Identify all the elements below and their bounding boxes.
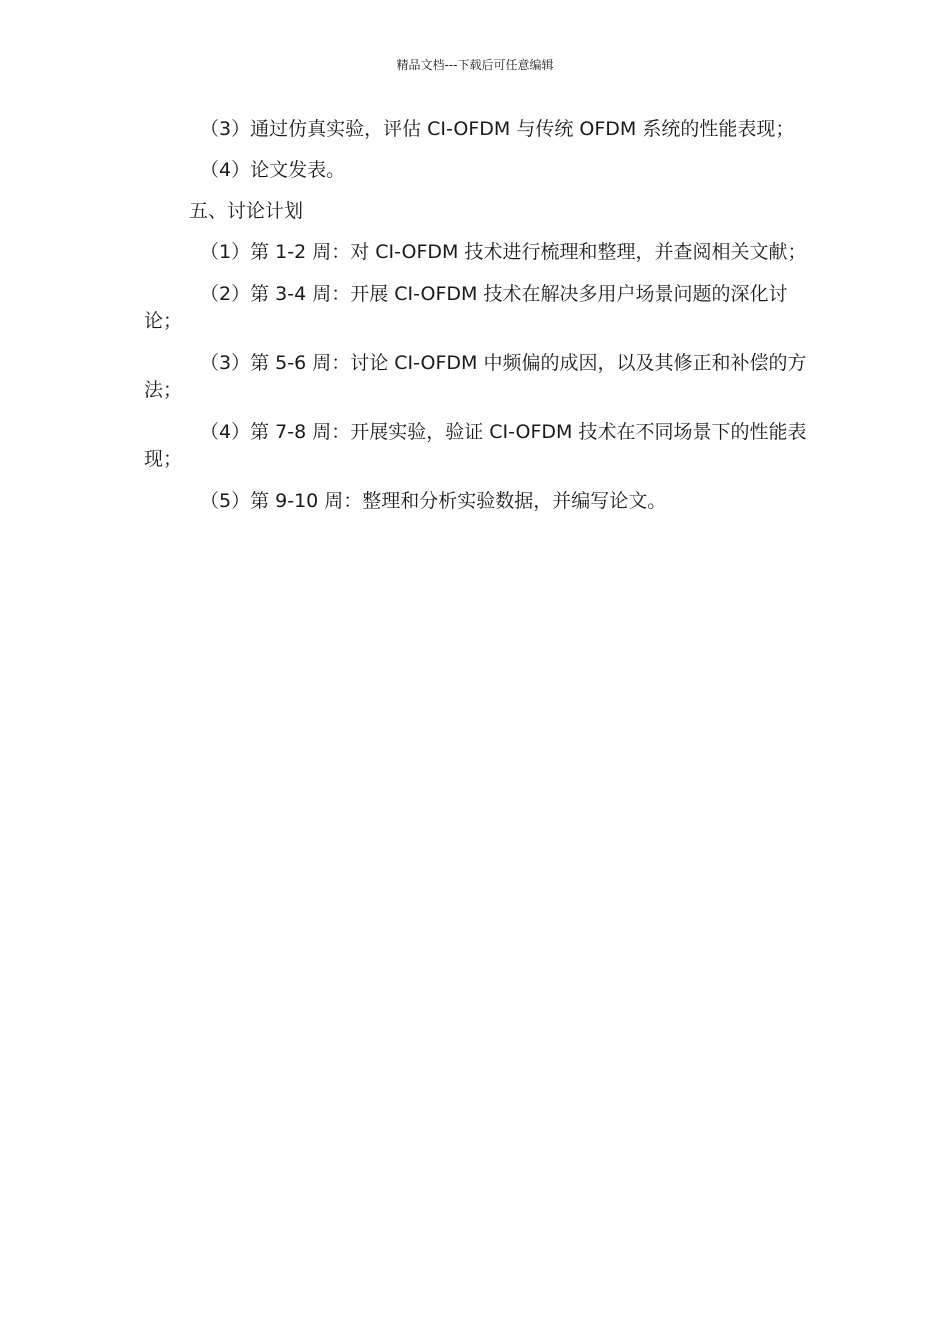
plan-item-1: （1）第 1-2 周：对 CI-OFDM 技术进行梳理和整理，并查阅相关文献； [200,241,807,263]
section-heading: 五、讨论计划 [189,200,304,222]
page-header: 精品文档---下载后可任意编辑 [396,58,554,72]
plan-item-5: （5）第 9-10 周：整理和分析实验数据，并编写论文。 [200,490,667,512]
document-body [144,116,812,515]
plan-item-4: （4）第 7-8 周：开展实验，验证 CI-OFDM 技术在不同场景下的性能表现； [144,421,807,470]
plan-item-3: （3）第 5-6 周：讨论 CI-OFDM 中频偏的成因，以及其修正和补偿的方法； [144,352,807,401]
paragraph-item-4: （4）论文发表。 [200,159,346,181]
plan-item-2: （2）第 3-4 周：开展 CI-OFDM 技术在解决多用户场景问题的深化讨论； [144,283,788,332]
paragraph-item-3: （3）通过仿真实验，评估 CI-OFDM 与传统 OFDM 系统的性能表现； [200,118,795,140]
